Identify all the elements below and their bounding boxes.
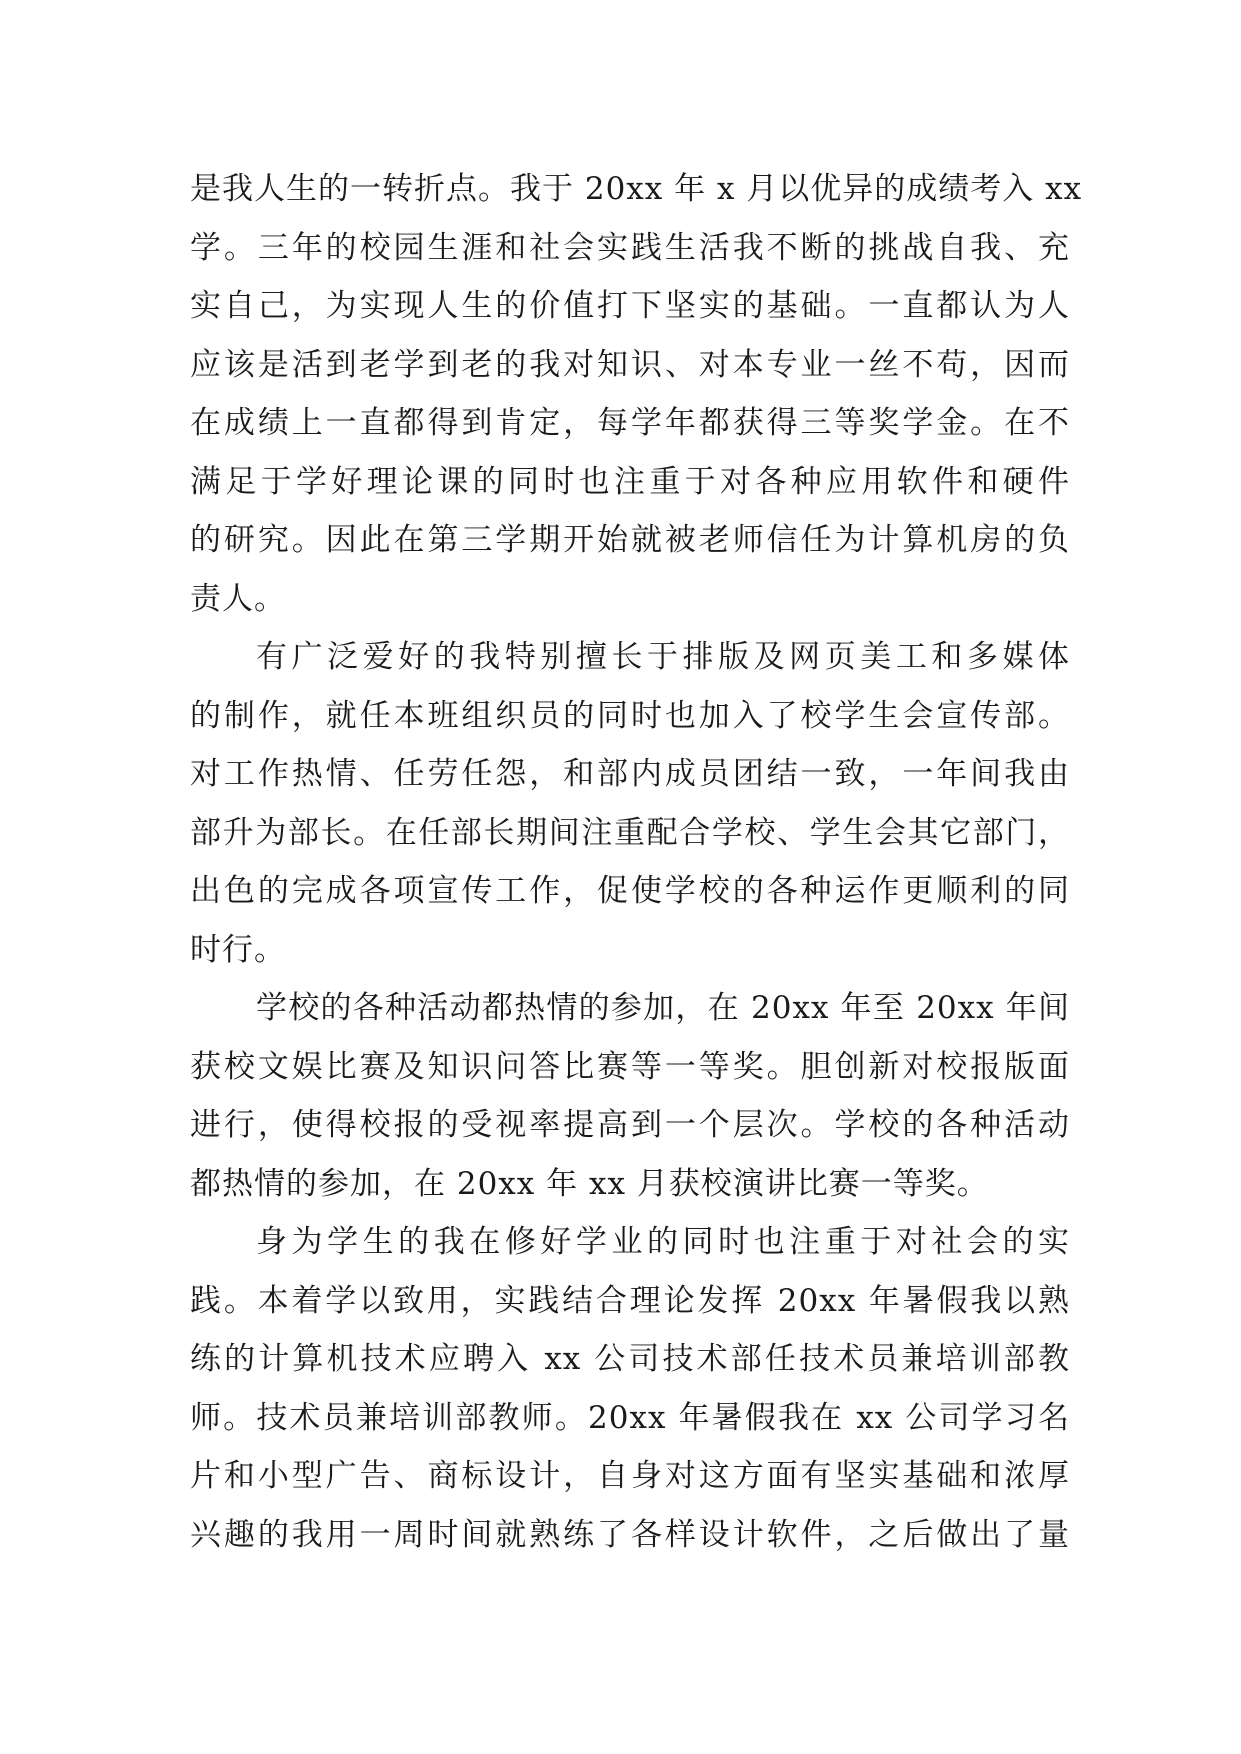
text-line: 满足于学好理论课的同时也注重于对各种应用软件和硬件 <box>190 463 1070 500</box>
text-line: 的研究。因此在第三学期开始就被老师信任为计算机房的负 <box>190 522 1070 558</box>
text-line: 责人。 <box>190 580 286 617</box>
text-line: 的制作，就任本班组织员的同时也加入了校学生会宣传部。 <box>190 697 1070 734</box>
text-line: 师。技术员兼培训部教师。20xx 年暑假我在 xx 公司学习名 <box>190 1399 1070 1436</box>
paragraph <box>190 160 1083 628</box>
paragraph <box>190 979 1070 1213</box>
text-line: 对工作热情、任劳任怨，和部内成员团结一致，一年间我由 <box>190 756 1070 792</box>
text-line: 应该是活到老学到老的我对知识、对本专业一丝不苟，因而 <box>190 346 1070 383</box>
text-line: 学。三年的校园生涯和社会实践生活我不断的挑战自我、充 <box>190 229 1070 266</box>
text-line: 兴趣的我用一周时间就熟练了各样设计软件，之后做出了量 <box>190 1516 1070 1553</box>
document-body <box>190 160 1083 1564</box>
text-line: 有广泛爱好的我特别擅长于排版及网页美工和多媒体 <box>256 639 1070 675</box>
text-line: 片和小型广告、商标设计，自身对这方面有坚实基础和浓厚 <box>190 1458 1070 1494</box>
paragraph <box>190 628 1070 979</box>
text-line: 在成绩上一直都得到肯定，每学年都获得三等奖学金。在不 <box>190 405 1070 441</box>
text-line: 进行，使得校报的受视率提高到一个层次。学校的各种活动 <box>190 1107 1070 1143</box>
text-line: 练的计算机技术应聘入 xx 公司技术部任技术员兼培训部教 <box>190 1341 1070 1377</box>
text-line: 是我人生的一转折点。我于 20xx 年 x 月以优异的成绩考入 xx <box>190 171 1083 207</box>
text-line: 时行。 <box>190 931 286 968</box>
text-line: 实自己，为实现人生的价值打下坚实的基础。一直都认为人 <box>190 288 1070 324</box>
text-line: 出色的完成各项宣传工作，促使学校的各种运作更顺利的同 <box>190 873 1070 909</box>
paragraph <box>190 1213 1070 1564</box>
text-line: 践。本着学以致用，实践结合理论发挥 20xx 年暑假我以熟 <box>190 1282 1070 1319</box>
text-line: 获校文娱比赛及知识问答比赛等一等奖。胆创新对校报版面 <box>190 1048 1070 1085</box>
text-line: 学校的各种活动都热情的参加，在 20xx 年至 20xx 年间 <box>256 990 1070 1026</box>
text-line: 身为学生的我在修好学业的同时也注重于对社会的实 <box>256 1224 1070 1260</box>
text-line: 都热情的参加，在 20xx 年 xx 月获校演讲比赛一等奖。 <box>190 1165 989 1202</box>
text-line: 部升为部长。在任部长期间注重配合学校、学生会其它部门， <box>190 814 1070 851</box>
